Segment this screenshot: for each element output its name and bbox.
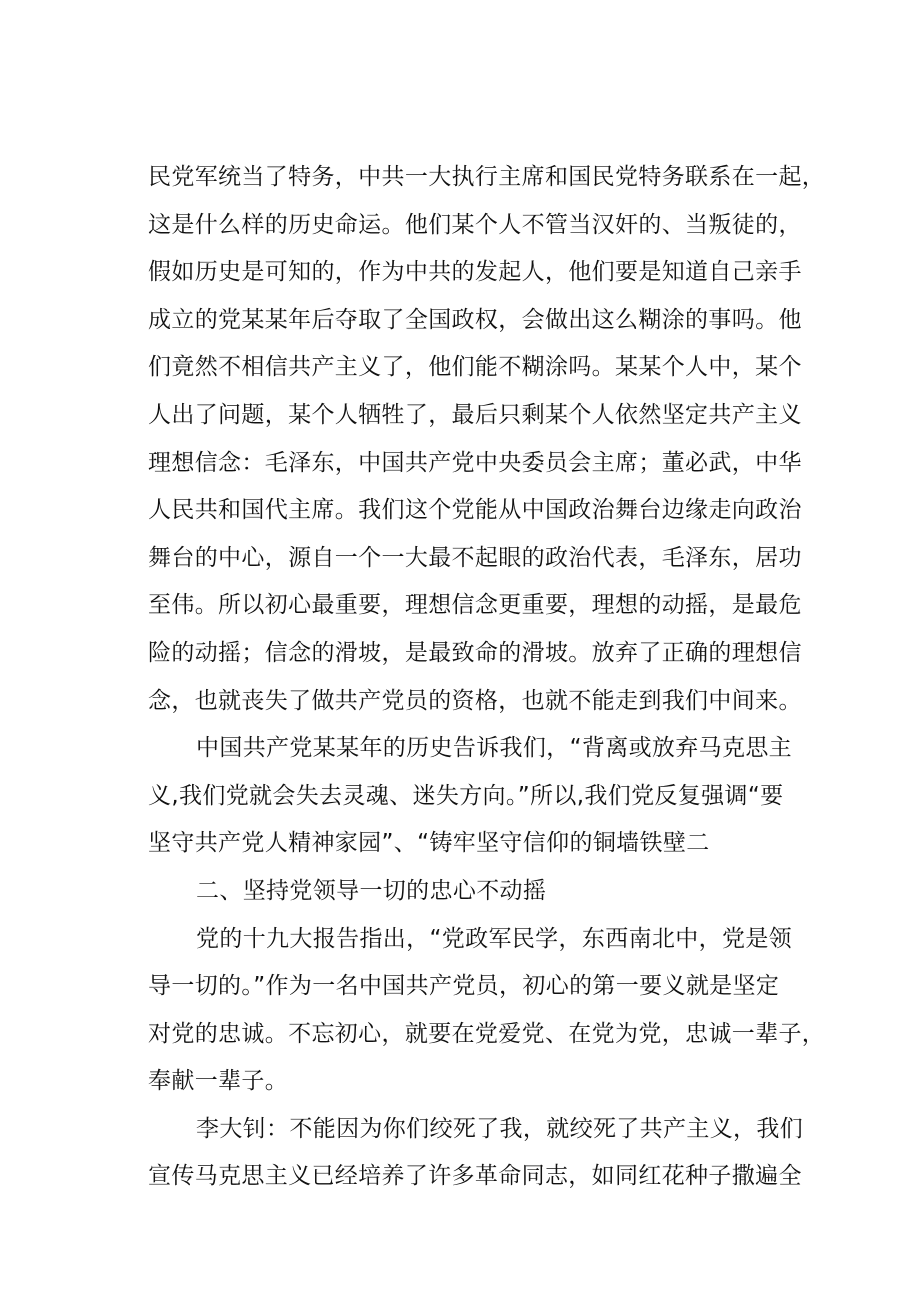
text-line: 宣传马克思主义已经培养了许多革命同志，如同红花种子撒遍全 (148, 1163, 802, 1190)
text-line: 坚守共产党人精神家园”、“铸牢坚守信仰的铜墙铁壁二 (148, 830, 710, 857)
text-line: 对党的忠诚。不忘初心，就要在党爱党、在党为党，忠诚一辈子， (148, 1020, 826, 1047)
section-heading: 二、坚持党领导一切的忠心不动摇 (196, 877, 547, 904)
text-line: 念，也就丧失了做共产党员的资格，也就不能走到我们中间来。 (148, 687, 802, 714)
text-line: 假如历史是可知的，作为中共的发起人，他们要是知道自己亲手 (148, 259, 802, 286)
text-line: 至伟。所以初心最重要，理想信念更重要，理想的动摇，是最危 (148, 592, 802, 619)
text-line: 们竟然不相信共产主义了，他们能不糊涂吗。某某个人中，某个 (148, 354, 802, 381)
paragraph-start-line: 中国共产党某某年的历史告诉我们，“背离或放弃马克思主 (196, 735, 793, 762)
text-line: 人民共和国代主席。我们这个党能从中国政治舞台边缘走向政治 (148, 497, 802, 524)
text-line: 险的动摇；信念的滑坡，是最致命的滑坡。放弃了正确的理想信 (148, 639, 802, 666)
text-line: 理想信念：毛泽东，中国共产党中央委员会主席；董必武，中华 (148, 449, 802, 476)
paragraph-start-line: 李大钊：不能因为你们绞死了我，就绞死了共产主义，我们 (196, 1115, 804, 1142)
text-line: 这是什么样的历史命运。他们某个人不管当汉奸的、当叛徒的， (148, 211, 802, 238)
paragraph-start-line: 党的十九大报告指出，“党政军民学，东西南北中，党是领 (196, 925, 793, 952)
text-line: 成立的党某某年后夺取了全国政权，会做出这么糊涂的事吗。他 (148, 306, 802, 333)
body-text (148, 154, 826, 1201)
text-line: 舞台的中心，源自一个一大最不起眼的政治代表，毛泽东，居功 (148, 544, 802, 571)
text-line: 义,我们党就会失去灵魂、迷失方向。”所以,我们党反复强调“要 (148, 782, 784, 809)
text-line: 人出了问题，某个人牺牲了，最后只剩某个人依然坚定共产主义 (148, 401, 802, 428)
text-line: 奉献一辈子。 (148, 1068, 289, 1095)
text-line: 导一切的。”作为一名中国共产党员，初心的第一要义就是坚定 (148, 973, 780, 1000)
text-line: 民党军统当了特务，中共一大执行主席和国民党特务联系在一起， (148, 164, 826, 190)
